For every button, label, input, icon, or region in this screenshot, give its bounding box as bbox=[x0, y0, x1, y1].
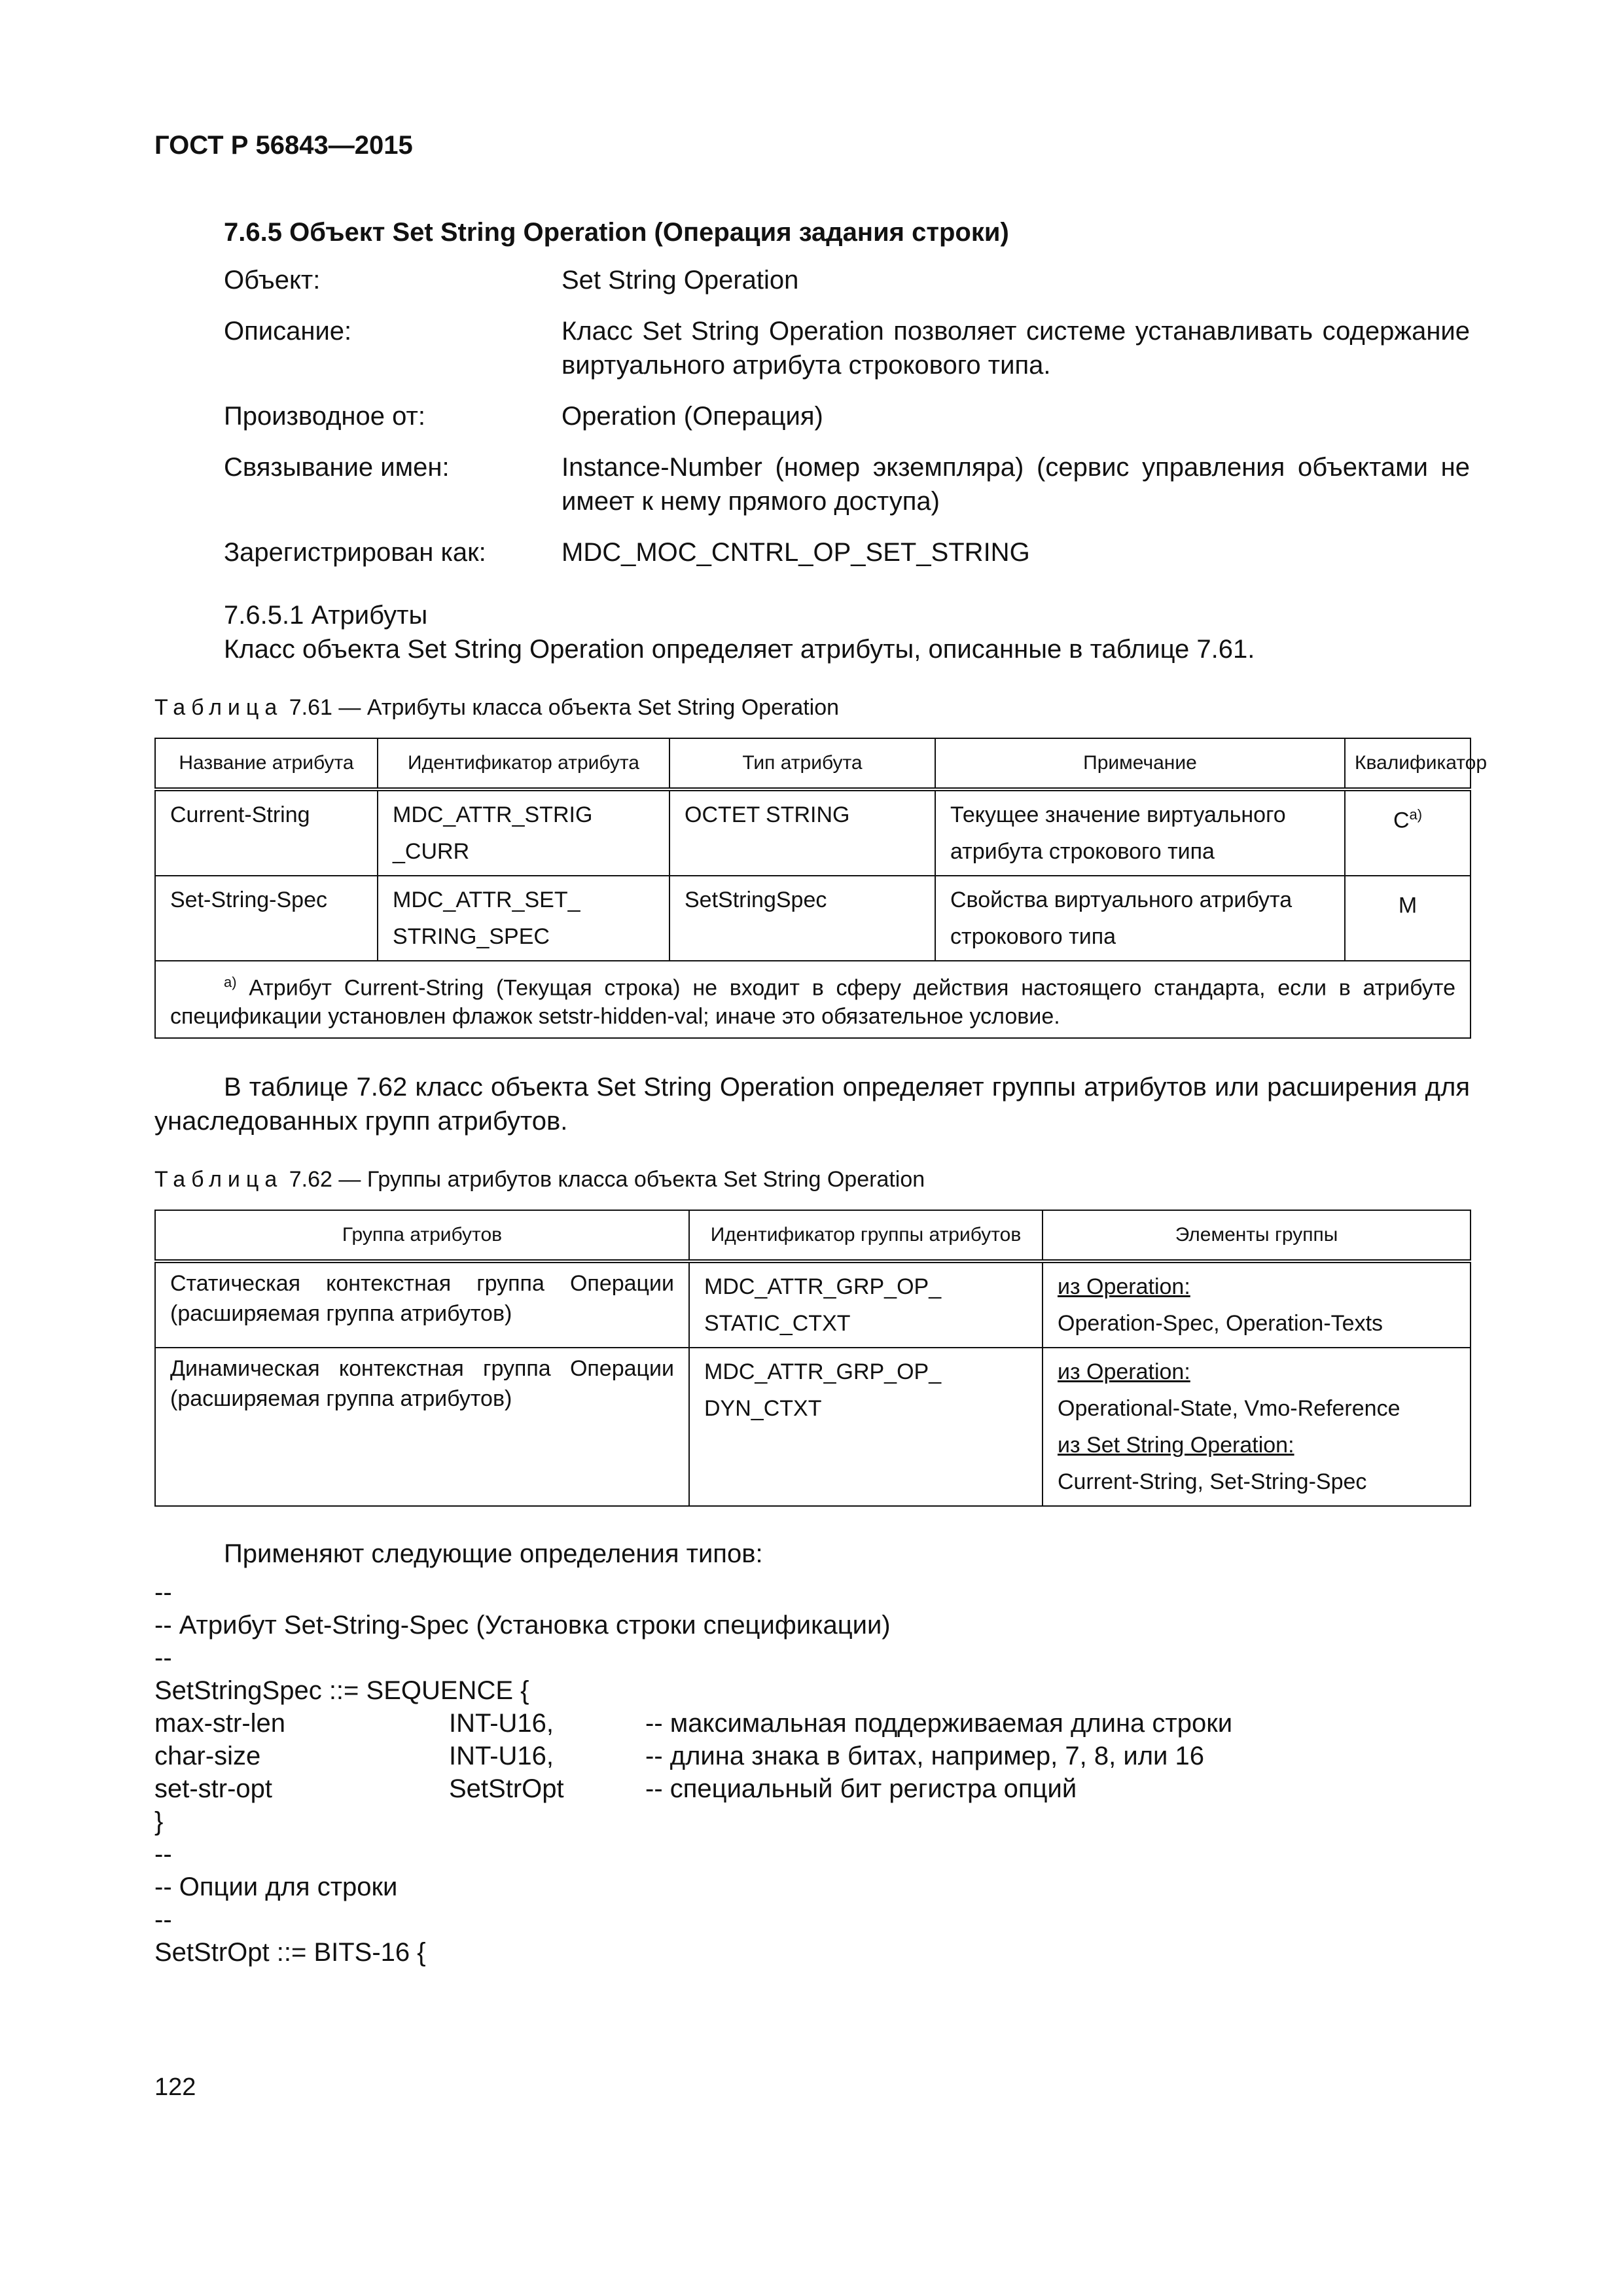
property-key: Связывание имен: bbox=[224, 453, 450, 482]
property-row bbox=[224, 263, 1470, 297]
table2-header-cell: Элементы группы bbox=[1043, 1210, 1471, 1261]
table1-cell-name: Set-String-Spec bbox=[155, 876, 378, 961]
attributes-table bbox=[154, 738, 1488, 1039]
code-text: -- bbox=[154, 1578, 172, 1607]
code-line bbox=[154, 1609, 1470, 1641]
table1-footnote bbox=[155, 961, 1471, 1038]
table2-cell-elements bbox=[1043, 1348, 1471, 1506]
table1-header-cell: Примечание bbox=[935, 738, 1345, 789]
property-value: Set String Operation bbox=[562, 266, 799, 295]
subsection-title: 7.6.5.1 Атрибуты bbox=[224, 601, 428, 630]
property-row bbox=[224, 314, 1470, 382]
code-field-type: INT-U16, bbox=[449, 1742, 554, 1771]
code-line bbox=[154, 1772, 1470, 1805]
property-key: Описание: bbox=[224, 317, 352, 346]
qualifier-value: M bbox=[1398, 893, 1418, 918]
code-comment: -- длина знака в битах, например, 7, 8, или 16 bbox=[645, 1742, 1204, 1771]
group-id-line: DYN_CTXT bbox=[704, 1396, 822, 1422]
property-key: Производное от: bbox=[224, 402, 425, 431]
property-value: Класс Set String Operation позволяет системе устанавливать содержание виртуального атрибута строкового типа. bbox=[562, 317, 1470, 380]
table1-cell-qualifier bbox=[1345, 876, 1471, 961]
code-line bbox=[154, 1805, 1470, 1838]
property-key: Зарегистрирован как: bbox=[224, 538, 486, 567]
code-text: } bbox=[154, 1807, 164, 1837]
code-line bbox=[154, 1903, 1470, 1936]
group-element-source: из Operation: bbox=[1058, 1359, 1190, 1385]
table2-header-cell: Идентификатор группы атрибутов bbox=[689, 1210, 1043, 1261]
table1-caption-text: 7.61 — Атрибуты класса объекта Set String Operation bbox=[289, 695, 840, 720]
code-field-type: INT-U16, bbox=[449, 1709, 554, 1738]
group-element-line: Operation-Spec, Operation-Texts bbox=[1058, 1311, 1383, 1336]
table1-cell-qualifier bbox=[1345, 789, 1471, 876]
code-field-type: SetStrOpt bbox=[449, 1774, 564, 1804]
table-row bbox=[155, 789, 1471, 876]
footnote-mark: a) bbox=[224, 974, 237, 990]
footnote-text: Атрибут Current-String (Текущая строка) не входит в сферу действия настоящего стандарта, если в атрибуте спецификации установлен флажок setstr-hidden-val; иначе это обязательное условие. bbox=[170, 975, 1455, 1030]
code-comment: -- специальный бит регистра опций bbox=[645, 1774, 1077, 1804]
page-number: 122 bbox=[154, 2073, 196, 2101]
paragraph-table-7-62: В таблице 7.62 класс объекта Set String Operation определяет группы атрибутов или расширения для унаследованных групп атрибутов. bbox=[154, 1073, 1470, 1136]
table1-caption-prefix: Таблица bbox=[154, 695, 283, 720]
code-text: SetStringSpec ::= SEQUENCE { bbox=[154, 1676, 529, 1706]
property-value: Operation (Операция) bbox=[562, 402, 823, 431]
code-line bbox=[154, 1871, 1470, 1903]
table2-cell-group: Статическая контекстная группа Операции (расширяемая группа атрибутов) bbox=[155, 1261, 689, 1348]
group-element-line: Current-String, Set-String-Spec bbox=[1058, 1469, 1367, 1495]
code-text: -- bbox=[154, 1905, 172, 1935]
qualifier-footnote-mark: a) bbox=[1409, 806, 1423, 823]
code-comment: -- максимальная поддерживаемая длина строки bbox=[645, 1709, 1233, 1738]
group-element-line: Operational-State, Vmo-Reference bbox=[1058, 1396, 1400, 1422]
qualifier-value: C bbox=[1393, 808, 1410, 833]
property-row bbox=[224, 535, 1470, 569]
group-element-line bbox=[1058, 1427, 1455, 1463]
group-element-line bbox=[1058, 1268, 1455, 1305]
table1-header-cell: Тип атрибута bbox=[669, 738, 935, 789]
table1-header-cell: Квалификатор bbox=[1345, 738, 1471, 789]
property-row bbox=[224, 399, 1470, 433]
table2-caption bbox=[154, 1167, 1470, 1193]
table1-header-cell: Название атрибута bbox=[155, 738, 378, 789]
table1-cell-type: OCTET STRING bbox=[669, 789, 935, 876]
table-row bbox=[155, 1348, 1471, 1506]
subsection bbox=[224, 598, 1470, 666]
code-line bbox=[154, 1707, 1470, 1740]
property-value: MDC_MOC_CNTRL_OP_SET_STRING bbox=[562, 538, 1030, 567]
document-page bbox=[154, 131, 1488, 1969]
table1-footnote-row bbox=[155, 961, 1471, 1038]
code-field-name: set-str-opt bbox=[154, 1774, 273, 1804]
group-element-line bbox=[1058, 1354, 1455, 1390]
code-text: SetStrOpt ::= BITS-16 { bbox=[154, 1938, 426, 1967]
code-line bbox=[154, 1576, 1470, 1609]
code-field-name: char-size bbox=[154, 1742, 261, 1771]
property-row bbox=[224, 450, 1470, 518]
subsection-text: Класс объекта Set String Operation определяет атрибуты, описанные в таблице 7.61. bbox=[224, 635, 1255, 664]
table2-cell-id bbox=[689, 1261, 1043, 1348]
table1-cell-id: MDC_ATTR_STRIG _CURR bbox=[378, 789, 669, 876]
code-line bbox=[154, 1740, 1470, 1772]
table1-cell-type: SetStringSpec bbox=[669, 876, 935, 961]
code-field-name: max-str-len bbox=[154, 1709, 286, 1738]
code-line bbox=[154, 1641, 1470, 1674]
section-title: 7.6.5 Объект Set String Operation (Операция задания строки) bbox=[224, 218, 1009, 247]
group-element-source: из Operation: bbox=[1058, 1274, 1190, 1300]
paragraph-type-definitions: Применяют следующие определения типов: bbox=[224, 1539, 763, 1569]
table1-cell-id: MDC_ATTR_SET_ STRING_SPEC bbox=[378, 876, 669, 961]
table2-cell-group: Динамическая контекстная группа Операции (расширяемая группа атрибутов) bbox=[155, 1348, 689, 1506]
attribute-groups-table bbox=[154, 1210, 1471, 1507]
code-text: -- Атрибут Set-String-Spec (Установка строки спецификации) bbox=[154, 1611, 891, 1640]
object-properties bbox=[224, 263, 1470, 569]
group-id-line: STATIC_CTXT bbox=[704, 1311, 851, 1336]
code-line bbox=[154, 1838, 1470, 1871]
group-element-source: из Set String Operation: bbox=[1058, 1433, 1294, 1458]
group-id-line: MDC_ATTR_GRP_OP_ bbox=[704, 1274, 942, 1300]
table2-cell-elements bbox=[1043, 1261, 1471, 1348]
table-row bbox=[155, 876, 1471, 961]
table2-caption-text: 7.62 — Группы атрибутов класса объекта Set String Operation bbox=[289, 1167, 925, 1193]
group-id-line: MDC_ATTR_GRP_OP_ bbox=[704, 1359, 942, 1385]
table2-cell-id bbox=[689, 1348, 1043, 1506]
table2-caption-prefix: Таблица bbox=[154, 1167, 283, 1193]
code-line bbox=[154, 1674, 1470, 1707]
table1-cell-name: Current-String bbox=[155, 789, 378, 876]
code-line bbox=[154, 1936, 1470, 1969]
table1-cell-note: Текущее значение виртуального атрибута строкового типа bbox=[935, 789, 1345, 876]
table2-header-cell: Группа атрибутов bbox=[155, 1210, 689, 1261]
table1-header-cell: Идентификатор атрибута bbox=[378, 738, 669, 789]
property-value: Instance-Number (номер экземпляра) (сервис управления объектами не имеет к нему прямого доступа) bbox=[562, 453, 1470, 516]
document-header: ГОСТ Р 56843—2015 bbox=[154, 131, 413, 160]
table1-cell-note: Свойства виртуального атрибута строкового типа bbox=[935, 876, 1345, 961]
code-text: -- bbox=[154, 1643, 172, 1673]
code-text: -- bbox=[154, 1840, 172, 1869]
code-text: -- Опции для строки bbox=[154, 1873, 398, 1902]
property-key: Объект: bbox=[224, 266, 321, 295]
asn1-code-block bbox=[154, 1576, 1470, 1969]
table1-caption bbox=[154, 695, 1470, 721]
table-row bbox=[155, 1261, 1471, 1348]
